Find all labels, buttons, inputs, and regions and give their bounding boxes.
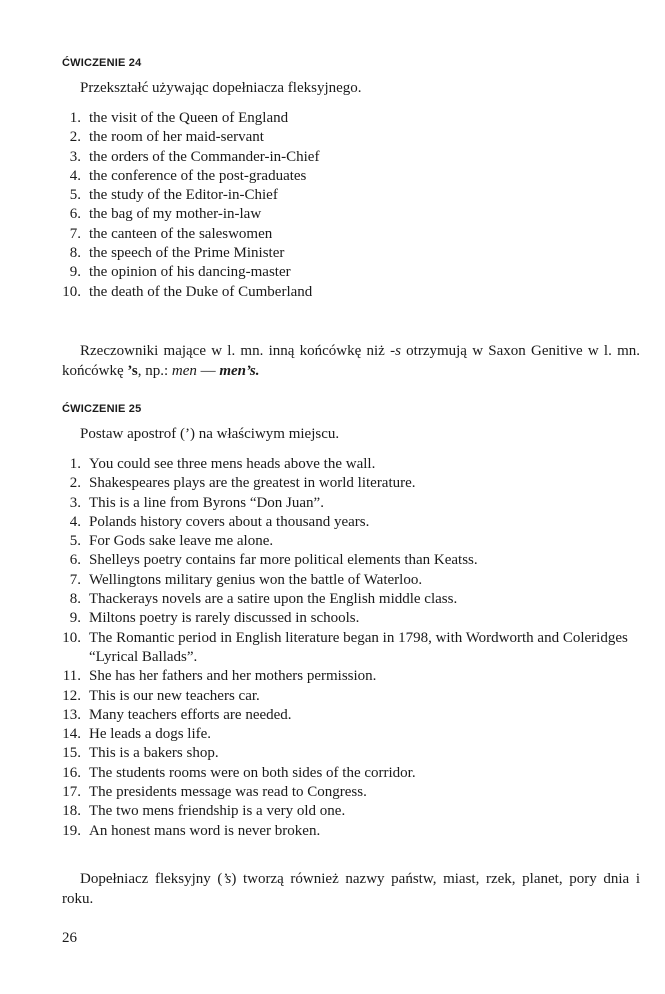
- item-number: 18.: [62, 803, 81, 820]
- list-item: [60, 263, 645, 282]
- item-text: the visit of the Queen of England: [89, 110, 289, 126]
- item-number: 3.: [69, 494, 81, 511]
- list-item: [60, 571, 645, 590]
- rule-paragraph: Rzeczowniki mające w l. mn. inną końcówkę niż -s otrzymują w Saxon Genitive w l. mn. końcówkę ’s, np.: men — men’s.: [62, 343, 640, 379]
- list-item: [60, 494, 645, 513]
- item-number: 12.: [62, 687, 81, 704]
- item-text: This is a line from Byrons “Don Juan”.: [89, 494, 324, 511]
- list-item: [60, 551, 645, 570]
- item-number: 6.: [69, 206, 81, 223]
- exercise-24-instruction: Przekształć używając dopełniacza fleksyjnego.: [80, 80, 362, 96]
- item-text: An honest mans word is never broken.: [89, 822, 321, 839]
- list-item: [60, 148, 645, 167]
- list-item: [60, 167, 645, 186]
- item-text: the canteen of the saleswomen: [89, 225, 273, 242]
- exercise-24-heading: ĆWICZENIE 24: [62, 57, 142, 69]
- item-number: 1.: [69, 110, 81, 126]
- item-number: 16.: [62, 764, 81, 781]
- list-item: [60, 687, 645, 706]
- list-item: [60, 802, 645, 821]
- list-item: [60, 706, 645, 725]
- item-text: The presidents message was read to Congress.: [89, 784, 367, 801]
- item-number: 5.: [69, 187, 81, 204]
- item-text: Polands history covers about a thousand years.: [89, 513, 370, 530]
- item-text: the conference of the post-graduates: [89, 167, 307, 184]
- item-text: She has her fathers and her mothers permission.: [89, 668, 377, 685]
- item-number: 2.: [69, 475, 81, 492]
- item-text: the bag of my mother-in-law: [89, 206, 262, 223]
- item-number: 11.: [62, 668, 81, 685]
- item-number: 14.: [62, 726, 81, 743]
- item-number: 7.: [69, 225, 81, 242]
- item-number: 8.: [69, 591, 81, 608]
- item-text: the study of the Editor-in-Chief: [89, 187, 278, 204]
- exercise-25-heading: ĆWICZENIE 25: [62, 403, 142, 415]
- item-number: 6.: [69, 552, 81, 569]
- item-number: 5.: [69, 533, 81, 550]
- item-text: Miltons poetry is rarely discussed in schools.: [89, 610, 360, 627]
- item-text: The Romantic period in English literature began in 1798, with Wordworth and Coleridges “Lyrical Ballads”.: [89, 629, 628, 665]
- item-number: 9.: [69, 610, 81, 627]
- list-item: [60, 109, 645, 128]
- list-item: [60, 225, 645, 244]
- exercise-25-list: [60, 455, 645, 841]
- list-item: [60, 744, 645, 763]
- item-text: Shelleys poetry contains far more political elements than Keatss.: [89, 552, 478, 569]
- list-item: [60, 532, 645, 551]
- list-item: [60, 590, 645, 609]
- item-number: 3.: [69, 148, 81, 165]
- item-number: 15.: [62, 745, 81, 762]
- list-item: [60, 629, 645, 668]
- list-item: [60, 205, 645, 224]
- item-text: For Gods sake leave me alone.: [89, 533, 274, 550]
- item-number: 17.: [62, 784, 81, 801]
- item-text: the room of her maid-servant: [89, 129, 264, 146]
- item-text: the death of the Duke of Cumberland: [89, 283, 313, 300]
- item-number: 19.: [62, 822, 81, 839]
- item-number: 10.: [62, 629, 81, 646]
- page-number: 26: [62, 930, 77, 946]
- item-text: Many teachers efforts are needed.: [89, 706, 292, 723]
- item-text: the orders of the Commander-in-Chief: [89, 148, 320, 165]
- list-item: [60, 725, 645, 744]
- item-number: 13.: [62, 706, 81, 723]
- list-item: [60, 474, 645, 493]
- item-text: the speech of the Prime Minister: [89, 245, 285, 262]
- item-text: He leads a dogs life.: [89, 726, 212, 743]
- item-text: You could see three mens heads above the wall.: [89, 456, 376, 472]
- item-number: 2.: [69, 129, 81, 146]
- item-number: 9.: [69, 264, 81, 281]
- item-number: 10.: [62, 283, 81, 300]
- list-item: [60, 667, 645, 686]
- item-number: 1.: [69, 456, 81, 472]
- list-item: [60, 513, 645, 532]
- item-text: Shakespeares plays are the greatest in world literature.: [89, 475, 416, 492]
- list-item: [60, 783, 645, 802]
- exercise-24-list: [60, 109, 645, 302]
- item-number: 4.: [69, 513, 81, 530]
- item-number: 8.: [69, 245, 81, 262]
- item-text: Thackerays novels are a satire upon the English middle class.: [89, 591, 458, 608]
- list-item: [60, 244, 645, 263]
- list-item: [60, 455, 645, 474]
- list-item: [60, 128, 645, 147]
- item-text: The students rooms were on both sides of the corridor.: [89, 764, 416, 781]
- item-text: This is a bakers shop.: [89, 745, 219, 762]
- final-paragraph: Dopełniacz fleksyjny (’s) tworzą również nazwy państw, miast, rzek, planet, pory dnia i roku.: [62, 871, 641, 907]
- item-number: 7.: [69, 571, 81, 588]
- exercise-25-instruction: Postaw apostrof (’) na właściwym miejscu.: [80, 426, 340, 442]
- list-item: [60, 609, 645, 628]
- item-text: The two mens friendship is a very old one.: [89, 803, 346, 820]
- list-item: [60, 822, 645, 841]
- item-text: This is our new teachers car.: [89, 687, 260, 704]
- item-text: Wellingtons military genius won the battle of Waterloo.: [89, 571, 423, 588]
- item-number: 4.: [69, 167, 81, 184]
- list-item: [60, 283, 645, 302]
- list-item: [60, 186, 645, 205]
- list-item: [60, 764, 645, 783]
- item-text: the opinion of his dancing-master: [89, 264, 291, 281]
